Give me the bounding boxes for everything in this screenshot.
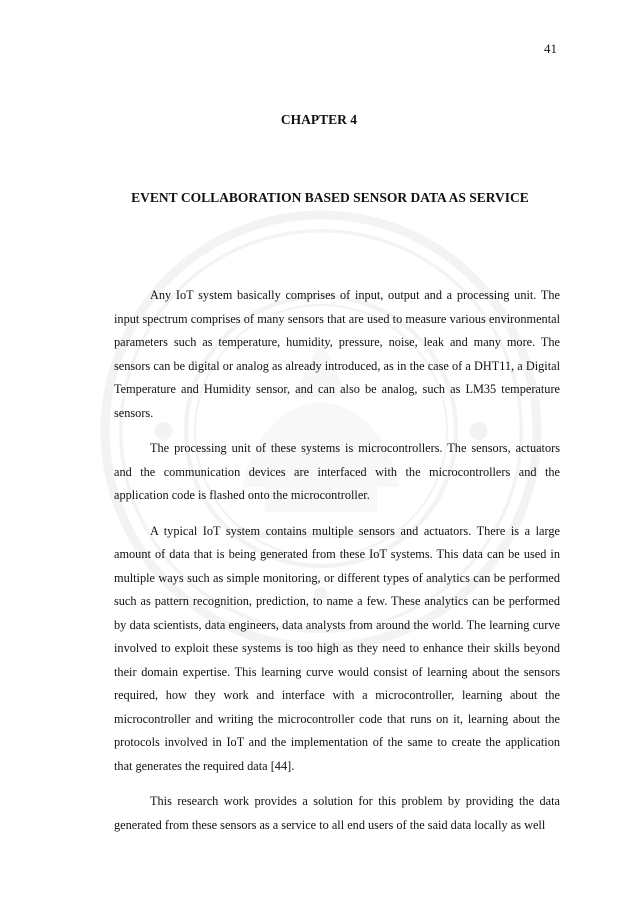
paragraph: This research work provides a solution for this problem by providing the data generated from these sensors as a service to all end users of the said data locally as well [114,794,560,832]
body-text [114,284,560,849]
paragraph: The processing unit of these systems is microcontrollers. The sensors, actuators and the communication devices are interfaced with the microcontrollers and the application code is flashed onto the microcontroller. [114,441,560,502]
chapter-title: EVENT COLLABORATION BASED SENSOR DATA AS SERVICE [131,190,529,205]
chapter-label: CHAPTER 4 [280,112,358,127]
paragraph: A typical IoT system contains multiple sensors and actuators. There is a large amount of data that is being generated from these IoT systems. This data can be used in multiple ways such as simple monitoring, or different types of analytics can be performed such as pattern recognition, prediction, to name a few. These analytics can be performed by data scientists, data engineers, data analysts from around the world. The learning curve involved to exploit these systems is too high as they need to enhance their skills beyond their domain expertise. This learning curve would consist of learning about the sensors required, how they work and interface with a microcontroller, learning about the microcontroller and writing the microcontroller code that runs on it, learning about the protocols involved in IoT and the implementation of the same to create the application that generates the required data [44]. [114,523,560,773]
page-number: 41 [544,41,557,56]
paragraph: Any IoT system basically comprises of input, output and a processing unit. The input spectrum comprises of many sensors that are used to measure various environmental parameters such as temperature, humidity, pressure, noise, leak and many more. The sensors can be digital or analog as already introduced, as in the case of a DHT11, a Digital Temperature and Humidity sensor, and can also be analog, such as LM35 temperature sensors. [114,288,560,420]
